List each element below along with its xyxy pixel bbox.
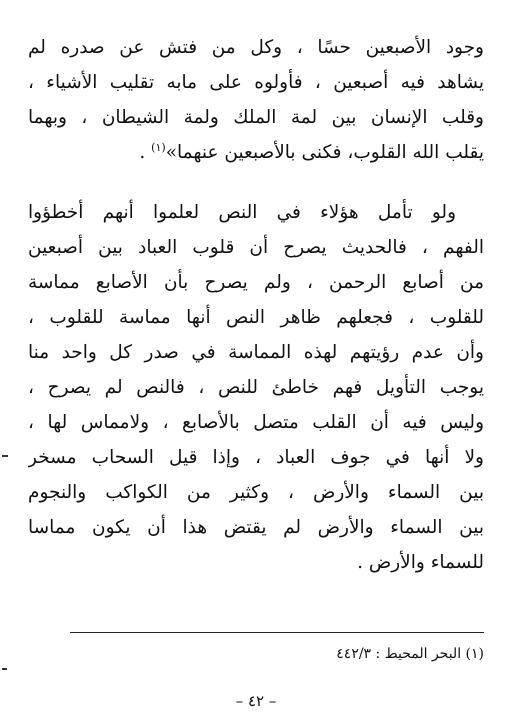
text-line: وأن عدم رؤيتهم لهذه المماسة في صدر كل واحد منا xyxy=(28,342,484,363)
page-number: – ٤٢ – xyxy=(235,692,277,710)
paragraph-2 xyxy=(28,195,484,580)
scan-artifact-mark xyxy=(2,455,8,457)
text-line: يوجب التأويل فهم خاطئ للنص ، فالنص لم يصرح ، xyxy=(28,377,484,398)
text-line: ولا أنها في جوف العباد ، وإذا قيل السحاب مسخر xyxy=(28,447,484,468)
footnote-separator xyxy=(70,632,484,633)
text-line: من أصابع الرحمن ، ولم يصرح بأن الأصابع مماسة xyxy=(28,272,484,293)
text-line: للقلوب ، فجعلهم ظاهر النص أنها مماسة للقلوب ، xyxy=(28,307,484,328)
text-line-with-footnote xyxy=(28,135,484,170)
text-line: الفهم ، فالحديث يصرح أن قلوب العباد بين أصبعين xyxy=(28,237,484,258)
scan-artifact-mark xyxy=(2,668,7,670)
text-line: وجود الأصبعين حسًا ، وكل من فتش عن صدره لم xyxy=(28,37,484,58)
text-line: وليس فيه أن القلب متصل بالأصابع ، ولامماس لها ، xyxy=(28,412,484,433)
book-page xyxy=(28,10,484,716)
text-line: بين السماء والأرض ، وكثير من الكواكب والنجوم xyxy=(28,482,484,503)
footnote-reference: (١) xyxy=(151,140,166,154)
text-line: يشاهد فيه أصبعين ، فأولوه على مابه تقليب الأشياء ، xyxy=(28,72,484,93)
text-line: بين السماء والأرض لم يقتض هذا أن يكون مماسا xyxy=(28,517,484,538)
text-line: وقلب الإنسان بين لمة الملك ولمة الشيطان ، وبهما xyxy=(28,107,484,128)
text-line: ولو تأمل هؤلاء في النص لعلموا أنهم أخطؤوا xyxy=(28,202,456,223)
paragraph-1 xyxy=(28,30,484,170)
text-line: للسماء والأرض . xyxy=(357,552,484,573)
footnote: (١) البحر المحيط : ٤٤٢/٣ xyxy=(336,646,484,662)
line-end-punctuation: . xyxy=(139,142,152,163)
text-line-body: يقلب الله القلوب، فكنى بالأصبعين عنهما» xyxy=(165,142,484,163)
